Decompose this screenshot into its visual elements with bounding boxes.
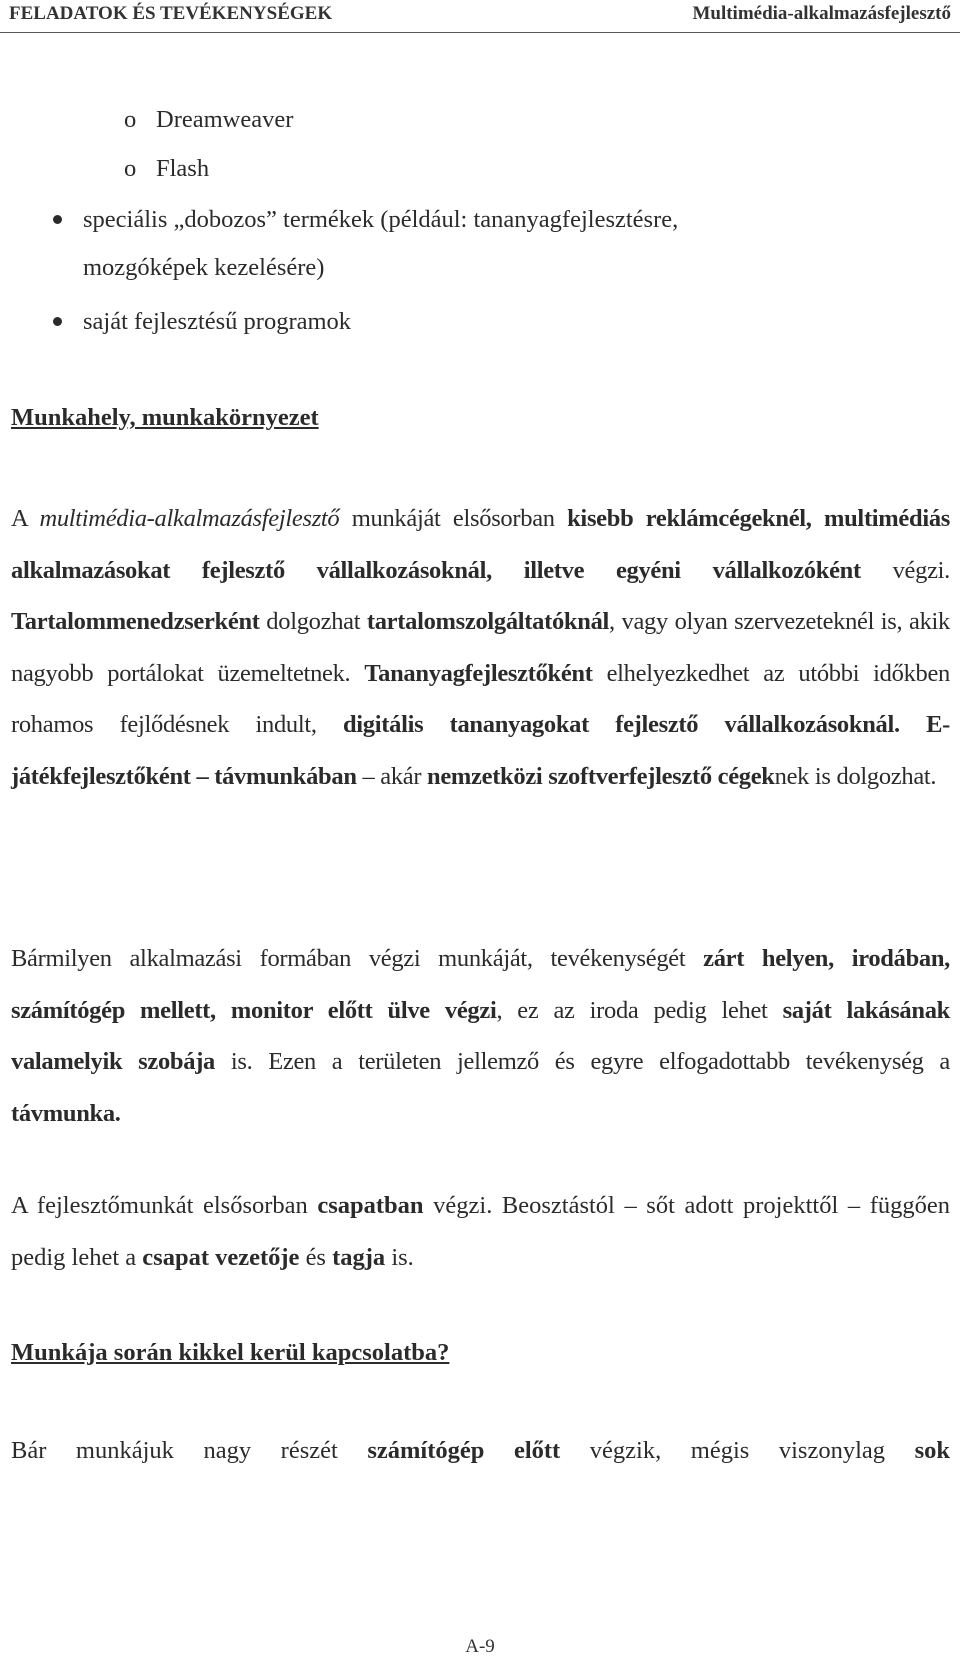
bullet-dot-icon (53, 215, 62, 224)
paragraph-contacts (11, 1425, 950, 1477)
sub-list-label: Dreamweaver (156, 106, 294, 133)
p1-text: munkáját elsősorban (339, 505, 568, 532)
p3-bold: tagja (332, 1243, 386, 1271)
heading-text: Munkája során kikkel kerül kapcsolatba? (11, 1339, 450, 1366)
paragraph-workplace (11, 493, 950, 802)
bullet-item-1-line-1: speciális „dobozos” termékek (például: tananyagfejlesztésre, (83, 206, 679, 233)
p3-text: és (299, 1243, 333, 1271)
p2-text: Bármilyen alkalmazási formában végzi munkáját, tevékenységét (11, 945, 704, 972)
p1-text: végzi. (860, 556, 950, 584)
p1-text: nek is dolgozhat. (774, 762, 937, 790)
p1-bold: Tananyagfejlesztőként (364, 659, 593, 687)
p1-text: , vagy olyan szervezeteknél is, akik nagyobb portálokat üzemeltetnek. (11, 608, 950, 687)
p1-bold: kisebb reklámcégeknél, multimédiás alkalmazásokat fejlesztő vállalkozásoknál, illetve egyéni vállalkozóként (11, 505, 951, 584)
sub-list-label: Flash (156, 155, 210, 182)
page-number: A-9 (465, 1636, 495, 1657)
p3-text: végzi. Beosztástól – sőt adott projekttől – függően pedig lehet a (11, 1192, 950, 1271)
p2-bold: távmunka. (11, 1099, 121, 1127)
section-heading-workplace (11, 393, 950, 443)
p3-text: is. (385, 1243, 414, 1271)
paragraph-team (11, 1180, 950, 1283)
heading-text: Munkahely, munkakörnyezet (11, 404, 319, 431)
sub-list-marker: o (124, 155, 137, 182)
bullet-dot-icon (53, 317, 62, 326)
p1-bold: nemzetközi szoftverfejlesztő cégek (427, 762, 775, 790)
p1-italic: multimédia-alkalmazásfejlesztő (39, 505, 340, 532)
p2-text: is. Ezen a területen jellemző és egyre elfogadottabb tevékenység a (215, 1048, 950, 1075)
sub-list-marker: o (124, 106, 137, 133)
header-chapter-title: FELADATOK ÉS TEVÉKENYSÉGEK (9, 3, 333, 24)
bullet-item-1-line-2: mozgóképek kezelésére) (83, 254, 325, 281)
page-header (0, 0, 960, 33)
p4-text: Bár munkájuk nagy részét (11, 1437, 368, 1464)
p1-text: elhelyezkedhet az utóbbi időkben rohamos fejlődésnek indult, (11, 659, 951, 738)
p4-text: végzik, mégis viszonylag (560, 1437, 915, 1464)
paragraph-environment (11, 933, 950, 1139)
bullet-item-2: saját fejlesztésű programok (83, 308, 352, 335)
p3-bold: csapatban (317, 1192, 424, 1219)
p1-bold: Tartalommenedzserként (11, 608, 260, 635)
p1-text: dolgozhat (259, 608, 367, 635)
p3-text: A fejlesztőmunkát elsősorban (11, 1192, 318, 1219)
p3-bold: csapat vezetője (142, 1243, 300, 1271)
p1-bold: digitális tananyagokat fejlesztő vállalkozásoknál. E-játékfejlesztőként – távmunkában (11, 711, 950, 790)
p4-bold: sok (914, 1437, 950, 1464)
section-heading-contacts (11, 1328, 950, 1378)
p2-bold: zárt helyen, irodában, számítógép mellett, monitor előtt ülve végzi (11, 945, 950, 1024)
p2-text: , ez az iroda pedig lehet (496, 996, 783, 1024)
p2-bold: saját lakásának valamelyik szobája (11, 996, 950, 1075)
header-document-title: Multimédia-alkalmazásfejlesztő (692, 3, 951, 24)
p1-text: A (11, 505, 40, 532)
p1-text: – akár (356, 762, 428, 790)
p4-bold: számítógép előtt (367, 1437, 561, 1464)
p1-bold: tartalomszolgáltatóknál (366, 608, 610, 635)
